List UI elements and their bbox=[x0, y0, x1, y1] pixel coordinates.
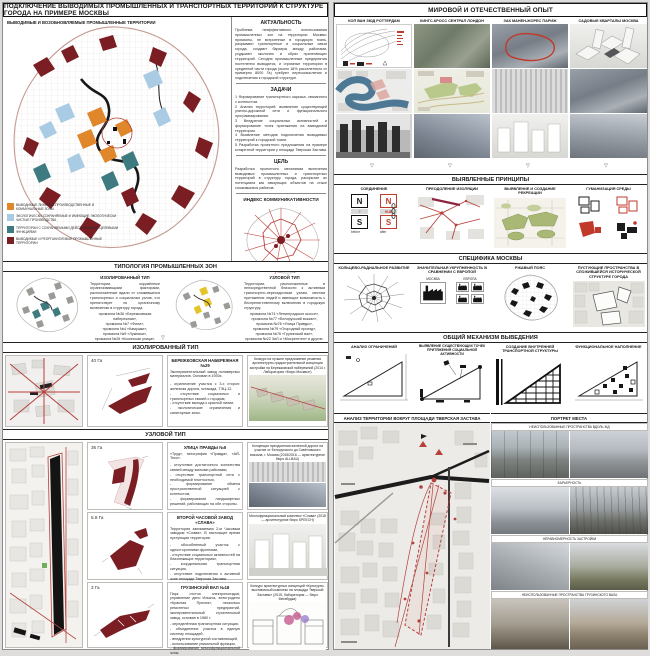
legend-swatch-orange bbox=[7, 203, 14, 210]
south-box: S bbox=[351, 215, 368, 229]
case-bullet: - обособленный участок с односторонними фронтами, bbox=[170, 542, 240, 552]
berezhkovskaya-site-map bbox=[5, 355, 83, 427]
specific-title: ПУСТУЮЩИЕ ПРОСТРАНСТВА В СЛОЖИВШЕЙСЯ ИСТОРИЧЕСКОЙ СТРУКТУРЕ ГОРОДА bbox=[576, 266, 641, 279]
case-bullet: - формирование ландшафтных решений, работающих на обе стороны. bbox=[170, 496, 240, 506]
case-title: ГРУЗИНСКИЙ ВАЛ №18 bbox=[180, 585, 230, 590]
legend-swatch-lightblue bbox=[7, 214, 14, 221]
case-bullet: - внедрение культурной составляющей, bbox=[170, 636, 238, 641]
right-board bbox=[333, 2, 648, 650]
reference-render-image bbox=[249, 524, 326, 576]
factory-icon bbox=[420, 282, 446, 304]
case-bullet: - формирование многофункциональной зоны. bbox=[170, 646, 240, 656]
legend-swatch-teal bbox=[7, 226, 14, 233]
legend-item bbox=[7, 214, 119, 222]
principle-humanization bbox=[570, 186, 647, 252]
case-intro: Территория занимаемая 2-м Часовым заводом «Слава». В настоящее время пустующая территория. bbox=[170, 526, 240, 541]
connection-after bbox=[380, 194, 397, 234]
case-model-image bbox=[570, 24, 647, 68]
before-label: before bbox=[351, 230, 361, 235]
portrait-photo bbox=[570, 487, 648, 534]
case-bullet: - отсутствие транспортной сети с необходимой плотностью, bbox=[170, 472, 240, 482]
reference-caption: Концепция преодоления железной дороги на участке от Белорусского до Савёловского вокзала, г. Москва (2015/2016 — архитектурное бюро ALLBAU) bbox=[249, 444, 326, 461]
nodal-type-title: УЗЛОВОЙ ТИП bbox=[269, 275, 300, 280]
left-board-title: ПОДКЛЮЧЕНИЕ ВЫВОДИМЫХ ПРОМЫШЛЕННЫХ И ТРАНСПОРТНЫХ ТЕРРИТОРИЙ К СТРУКТУРЕ ГОРОДА НА ПРИМЕРЕ МОСКВЫ bbox=[3, 3, 328, 17]
portrait-photo bbox=[570, 599, 648, 649]
berezhkovskaya-shape bbox=[87, 355, 163, 427]
mechanism-program bbox=[570, 344, 647, 412]
portrait-photo bbox=[570, 543, 648, 590]
isolated-type-item: промзона №9 «Лужники», bbox=[102, 332, 148, 337]
nodal-type-item: промзона №74 «Ленинградское шоссе», bbox=[249, 312, 320, 317]
case-intro: Парк отстоя электропоездов, управление депо Ильича, электродепо «Красная Пресня», несколько ремонтных предприятий, экспериментальный строительный завод, основан в 1980 г. bbox=[170, 591, 240, 620]
task-item: 4 Выявление методов подключения выводимых территорий к городской ткани. bbox=[235, 133, 327, 143]
nodal-type-item: промзона №77 «Белорусский вокзал», bbox=[251, 317, 318, 322]
portrait-photo bbox=[491, 543, 569, 590]
task-item: 3 Внедрение социальных активностей и формирование точек притяжения на выводимой территории. bbox=[235, 119, 327, 133]
factory-icon bbox=[456, 294, 469, 304]
divider bbox=[236, 193, 326, 194]
principles-header: ВЫЯВЛЕННЫЕ ПРИНЦИПЫ bbox=[334, 174, 647, 185]
case-intro: «Труд», типография «Правда», «АЙ-Теко». bbox=[170, 451, 240, 461]
left-board bbox=[2, 2, 329, 656]
nodal-type-item: промзона №22 ЗиЛ и «Мосрентген» и другие. bbox=[245, 337, 324, 342]
masterplan-render-image bbox=[249, 375, 326, 421]
slava-text bbox=[167, 512, 243, 580]
mechanism-transport bbox=[492, 344, 568, 412]
connection-diagram bbox=[336, 194, 412, 234]
pravda-text bbox=[167, 442, 243, 510]
area-label: 5.8 Га bbox=[91, 515, 104, 520]
specific-title: КОЛЬЦЕВО-РАДИАЛЬНОЕ РАЗВИТИЕ bbox=[338, 266, 410, 270]
task-item: 5 Разработка проектного предложения на примере конкретной территории у площади Тверская Застава. bbox=[235, 143, 327, 152]
actuality-text: Проблема неэффективного использования промышленных зон на территории Москвы: промзоны, не встроенные в городскую ткань, разрывают транспортные и социальные связи города, создают барьеры между районами, ухудшают экологию и образ прилегающих территорий. Сегодня промышленные предприятия постепенно выводятся, и огромные территории в срединной части города (около 18% расселенного от примерно 8000 Га) требуют переосмысления и подключения к городской структуре. bbox=[235, 28, 327, 81]
principle-title: СОЕДИНЕНИЕ bbox=[360, 187, 388, 191]
case-render-image bbox=[414, 114, 490, 158]
isolated-section-header: ИЗОЛИРОВАННЫЙ ТИП bbox=[3, 342, 328, 353]
portrait-grid bbox=[491, 423, 648, 649]
task-item: 2 Анализ территорий: выявление существующей улично-дорожной сети и функционального программирования. bbox=[235, 104, 327, 119]
nodal-type-map bbox=[166, 274, 238, 336]
left-subtitle: ВЫВОДИМЫЕ И ВОЗОБНОВЛЯЕМЫЕ ПРОМЫШЛЕННЫЕ ТЕРРИТОРИИ bbox=[7, 20, 156, 25]
left-info-column bbox=[232, 17, 330, 261]
chevron-down-icon: ▽ bbox=[370, 163, 374, 169]
europe-label: ЕВРОПА bbox=[463, 276, 477, 281]
link-icon bbox=[391, 203, 396, 219]
gruzinsky-text bbox=[167, 582, 243, 656]
area-label: 3 Га bbox=[91, 585, 100, 590]
case-title: БЕРЕЖКОВСКАЯ НАБЕРЕЖНАЯ №29 bbox=[171, 358, 239, 368]
case-moscow bbox=[570, 18, 647, 158]
moscow-label: МОСКВА bbox=[426, 276, 440, 281]
case-model-image bbox=[492, 114, 568, 158]
map-legend bbox=[7, 203, 119, 245]
slava-reference bbox=[247, 512, 328, 580]
legend-item bbox=[7, 203, 119, 211]
area-label: 40 Га bbox=[91, 358, 103, 363]
portrait-caption: НЕРАВНОМЕРНОСТЬ ЗАСТРОЙКИ bbox=[491, 535, 648, 543]
pravda-reference bbox=[247, 442, 328, 510]
case-bullet: - использование уникальной функции, bbox=[170, 641, 236, 646]
actuality-title: АКТУАЛЬНОСТЬ bbox=[260, 20, 302, 26]
factory-icon bbox=[471, 294, 484, 304]
nodal-type-item: промзона №78 «Улица Правды», bbox=[256, 322, 313, 327]
portrait-photo bbox=[491, 599, 569, 649]
factory-icon bbox=[456, 282, 469, 292]
nodal-type-text bbox=[242, 274, 327, 342]
reference-caption: Конкурс на лучшее предложение решения архитектурно-градостроительной концепции застройки на Бережковской набережной (2014 г. Лаборатория «Бюро Москвы») bbox=[249, 357, 326, 374]
berezhkovskaya-reference bbox=[247, 355, 328, 427]
isolated-type-title: ИЗОЛИРОВАННЫЙ ТИП bbox=[100, 275, 150, 280]
after-label: after bbox=[380, 230, 387, 235]
legend-label: ТЕРРИТОРИИ С СОХРАНЯЕМЫМИ ДЕЙСТВУЮЩИМИ ЦЕЛЕВЫМИ ФУНКЦИЯМИ bbox=[16, 225, 119, 234]
reference-sketch-image bbox=[249, 462, 326, 482]
analysis-header: АНАЛИЗ ТЕРРИТОРИИ ВОКРУГ ПЛОЩАДИ ТВЕРСКАЯ ЗАСТАВА bbox=[334, 413, 490, 423]
area-label: 36 Га bbox=[91, 445, 103, 450]
gruzinsky-shape bbox=[87, 582, 163, 648]
principle-title: ПРЕОДОЛЕНИЕ ИЗОЛЯЦИИ bbox=[425, 187, 479, 191]
case-bullet: - отсутствие социальных активностей на близлежащих территориях, bbox=[170, 552, 240, 562]
case-bullet: - формирование обмена пространственной ситуацией с контекстом, bbox=[170, 482, 240, 496]
mechanism-title: ВЫЯВЛЕНИЕ СУЩЕСТВУЮЩИХ ТОЧЕК ПРИТЯЖЕНИЯ СОЦИАЛЬНОЙ АКТИВНОСТИ bbox=[418, 344, 486, 356]
case-aerial-image bbox=[414, 24, 490, 68]
reference-caption: Многофункциональный комплекс «Слава» (2018 — архитектурное бюро SPEECH) bbox=[249, 514, 326, 523]
case-photo-image bbox=[336, 114, 412, 158]
mechanism-title: АНАЛИЗ ОГРАНИЧЕНИЙ bbox=[350, 345, 398, 349]
case-diagram-image bbox=[336, 24, 412, 68]
north-box: N bbox=[380, 194, 397, 208]
specific-voids bbox=[570, 265, 647, 331]
chevron-down-icon: ▽ bbox=[161, 335, 165, 341]
isolated-type-item: промзона №26 «Косинская улица», bbox=[94, 337, 156, 342]
hub-bar: HUB bbox=[380, 209, 397, 214]
case-aerial-image bbox=[492, 24, 568, 68]
case-map-image bbox=[336, 69, 412, 113]
portrait-caption: БАРЬЕРНОСТЬ bbox=[491, 479, 648, 487]
case-title: КОП ВАН ЗЮД РОТТЕРДАМ bbox=[348, 19, 400, 23]
case-archival-image bbox=[492, 69, 568, 113]
legend-item bbox=[7, 237, 119, 245]
goal-text: Разработка проектного механизма включения выводимых промышленных и транспортных территорий в структуру города, раскрытие их потенциала как связующих объектов на стыке сложившихся районов. bbox=[235, 166, 327, 190]
nodal-type-item: промзона №76 «Грузинский вал», bbox=[255, 332, 314, 337]
case-title: КИНГС-КРОСС СЕНТРАЛ ЛОНДОН bbox=[420, 19, 484, 23]
chevron-down-icon: ▽ bbox=[604, 163, 608, 169]
pravda-shape bbox=[87, 442, 163, 510]
scale-comparison bbox=[414, 277, 490, 304]
reference-render-image bbox=[249, 483, 326, 507]
specifics-header: СПЕЦИФИКА МОСКВЫ bbox=[334, 253, 647, 264]
mechanism-header: ОБЩИЙ МЕХАНИЗМ ВЫВЕДЕНИЯ bbox=[334, 332, 647, 343]
goal-title: ЦЕЛЬ bbox=[273, 158, 289, 165]
case-bullet: - отсутствие выхода к красной линии, bbox=[170, 401, 235, 406]
principle-isolation bbox=[414, 186, 490, 252]
case-title: САДОВЫЕ КВАРТАЛЫ МОСКВА bbox=[578, 19, 639, 23]
isolated-type-text bbox=[88, 274, 162, 342]
mechanism-title: ФУНКЦИОНАЛЬНОЕ НАПОЛНЕНИЕ bbox=[575, 345, 642, 349]
nodal-type-item: промзона №79 «Огородный проезд», bbox=[252, 327, 317, 332]
principle-title: ВЫЯВЛЕНИЕ И СОЗДАНИЕ РЕКРЕАЦИИ bbox=[504, 187, 556, 196]
isolated-type-map bbox=[6, 274, 84, 336]
nodal-section-header: УЗЛОВОЙ ТИП bbox=[3, 429, 328, 440]
divider bbox=[236, 155, 326, 156]
legend-item bbox=[7, 226, 119, 234]
factory-icon bbox=[471, 282, 484, 292]
portrait-caption: НЕИСПОЛЬЗОВАННЫЕ ПРОСТРАНСТВА ГРУЗИНСКОГО ВАЛА bbox=[491, 591, 648, 599]
specific-rustbelt bbox=[492, 265, 568, 331]
portrait-photo bbox=[570, 431, 648, 478]
isolated-type-item: промзона №7 «Фили», bbox=[105, 322, 145, 327]
case-rotterdam bbox=[336, 18, 412, 158]
isolated-type-item: промзона №4 «Камушки», bbox=[102, 327, 148, 332]
moscow-factory bbox=[420, 277, 446, 304]
case-bullet: - экологические ограничения и санитарные зоны. bbox=[170, 406, 240, 415]
legend-label: ЭКОЛОГИЧЕСКИ СОХРАНЯЕМЫЕ И ИМЕЮЩИЕ ЭКОЛОГИЧЕСКИ ЧИСТЫЕ ПРОИЗВОДСТВА bbox=[16, 214, 117, 223]
isolated-type-item: промзона №36 «Бережковская набережная», bbox=[98, 312, 152, 322]
portrait-header: ПОРТРЕТ МЕСТА bbox=[491, 413, 647, 423]
gap-bar: ? bbox=[351, 209, 368, 214]
communicativity-index-title: ИНДЕКС КОММУНИКАТИВНОСТИ bbox=[243, 196, 319, 202]
typology-header: ТИПОЛОГИЯ ПРОМЫШЛЕННЫХ ЗОН bbox=[3, 261, 328, 272]
case-bullet: - отсутствие подключения к активной зоне площади Тверская Застава. bbox=[170, 571, 240, 581]
chevron-down-icon: ▽ bbox=[448, 163, 452, 169]
legend-label: ВЫВОДИМЫЕ И РЕОРГАНИЗУЕМЫЕ ПРОМЫШЛЕННЫЕ ТЕРРИТОРИИ bbox=[16, 236, 103, 246]
north-box: N bbox=[351, 194, 368, 208]
berezhkovskaya-text bbox=[167, 355, 243, 427]
nodal-context-map bbox=[5, 442, 83, 648]
tasks-title: ЗАДАЧИ bbox=[270, 86, 292, 93]
reference-caption: Конкурс архитектурных концепций «Культурно-выставочный комплекс на площади Тверской Заставы» (2015, Лаборатория — бюро Мегабудка) bbox=[250, 584, 325, 601]
legend-swatch-darkred bbox=[7, 237, 14, 244]
case-bullet: - определённая транспортная ситуация, bbox=[170, 622, 239, 627]
slava-shape bbox=[87, 512, 163, 580]
divider bbox=[236, 83, 326, 84]
case-title: ЗАК МАНЕН-ЖОРЕС ПАРИЖ bbox=[503, 19, 557, 23]
case-intro: Экспериментальный завод полимерных материалов. Основан в 1930х. bbox=[170, 369, 240, 379]
nodal-type-desc: Территории, расположенные в непосредственной близости к активным транспортно-пересадочным узлам, местам притяжения людей и имеющие возможность к беспрепятственному включению в городскую структуру. bbox=[244, 281, 325, 310]
legend-label: ВЫВОДИМЫЕ ЛИНЕЙНО-ПРОИЗВОДСТВЕННЫЕ И КОММУНАЛЬНЫЕ ЗОНЫ bbox=[16, 203, 95, 212]
connection-before bbox=[351, 194, 368, 234]
right-board-title: МИРОВОЙ И ОТЕЧЕСТВЕННЫЙ ОПЫТ bbox=[334, 3, 647, 17]
case-render-image bbox=[570, 114, 647, 158]
case-bullet: - отсутствие социальных и транспортных связей с городом, bbox=[170, 391, 240, 401]
case-aerial-image bbox=[570, 69, 647, 113]
europe-factories bbox=[456, 277, 484, 304]
principle-title: ГУМАНИЗАЦИЯ СРЕДЫ bbox=[586, 187, 631, 191]
portrait-caption: НЕИСПОЛЬЗОВАННЫЕ ПРОСТРАНСТВА ВДОЛЬ ЖД bbox=[491, 423, 648, 431]
reference-sketch-image bbox=[249, 602, 326, 650]
portrait-photo bbox=[491, 431, 569, 478]
specific-radial bbox=[336, 265, 412, 331]
case-bullet: - отсутствие достаточного количества связей между жилыми районами, bbox=[170, 463, 240, 472]
case-title: УЛИЦА ПРАВДЫ №5 bbox=[183, 445, 227, 450]
mechanism-attraction bbox=[414, 344, 490, 412]
portrait-photo bbox=[491, 487, 569, 534]
mechanism-constraints bbox=[336, 344, 412, 412]
case-bullet: - координальная транспортная ситуация, bbox=[170, 562, 240, 571]
specific-scale bbox=[414, 265, 490, 331]
isolated-type-desc: Территории, окружённые ограничивающими факторами, расположенные вдали от сложившихся транспортных и социальных узлов, что препятствует их органичному включению в структуру города. bbox=[90, 281, 160, 310]
case-bullet: - объединение участка в единую систему площадей, bbox=[170, 627, 240, 636]
case-plan-image bbox=[414, 69, 490, 113]
principle-recreation bbox=[492, 186, 568, 252]
specific-title: РЖАВЫЙ ПОЯС bbox=[514, 266, 545, 270]
principle-connection bbox=[336, 186, 412, 252]
mechanism-title: СОЗДАНИЕ ВНУТРЕННЕЙ ТРАНСПОРТНОЙ СТРУКТУРЫ bbox=[502, 345, 558, 354]
task-item: 1 Формирование транспортного каркаса, связанного с контекстом. bbox=[235, 94, 327, 104]
tverskaya-analysis-map bbox=[335, 423, 490, 649]
case-bullet: - ограничение участка с 3-х сторон: железная дорога, эстакада, ТЭЦ-12, bbox=[170, 382, 240, 391]
south-box: S bbox=[380, 215, 397, 229]
case-title: ВТОРОЙ ЧАСОВОЙ ЗАВОД «СЛАВА» bbox=[177, 515, 233, 525]
moscow-industrial-map bbox=[3, 17, 232, 261]
chevron-down-icon: ▽ bbox=[526, 163, 530, 169]
case-paris bbox=[492, 18, 568, 158]
gruzinsky-reference bbox=[247, 582, 328, 648]
case-london bbox=[414, 18, 490, 158]
specific-title: ЗНАЧИТЕЛЬНАЯ УКРУПНЕННОСТЬ В СРАВНЕНИИ С ЕВРОПОЙ bbox=[417, 266, 487, 275]
